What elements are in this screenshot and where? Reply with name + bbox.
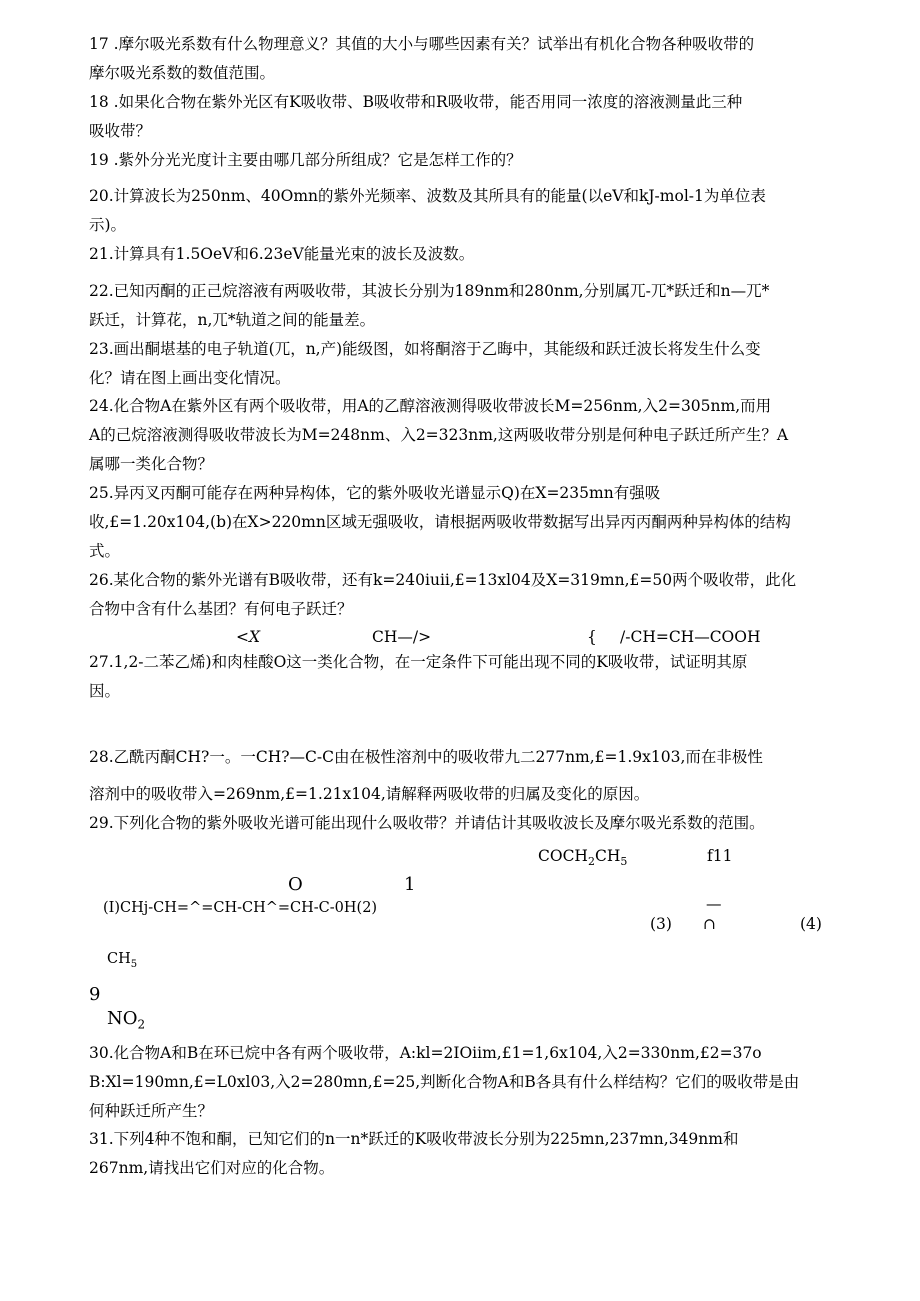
- question-21: 21.计算具有1.5OeV和6.23eV能量光束的波长及波数。: [89, 245, 475, 263]
- carbonyl-o-label: O: [288, 874, 303, 895]
- compound-chain-formula: (I)CHj-CH=^=CH-CH^=CH-C-0H(2): [103, 900, 378, 916]
- bond-dash: —: [706, 895, 722, 913]
- question-20-line-1: 20.计算波长为250nm、40Omn的紫外光频率、波数及其所具有的能量(以eV和kJ-mol-1为单位表: [89, 187, 766, 205]
- question-22-line-1: 22.已知丙酮的正己烷溶液有两吸收带，其波长分别为189nm和280nm,分别属兀-兀*跃迁和n—兀*: [89, 282, 770, 300]
- question-26-line-1: 26.某化合物的紫外光谱有B吸收带，还有k=240iuii,£=13xl04及X=319mn,£=50两个吸收带，此化: [89, 571, 797, 589]
- stilbene-fragment: <X: [236, 628, 261, 646]
- question-31-line-2: 267nm,请找出它们对应的化合物。: [89, 1159, 335, 1177]
- question-24-line-1: 24.化合物A在紫外区有两个吸收带，用A的乙醇溶液测得吸收带波长M=256nm,入2=305nm,而用: [89, 397, 772, 415]
- brace-fragment: {: [587, 628, 597, 646]
- coch2ch5-label: $COCH_2CH_5$: [538, 847, 628, 869]
- question-28-line-2: 溶剂中的吸收带入=269nm,£=1.21x104,请解释两吸收带的归属及变化的原因。: [89, 785, 650, 803]
- number-one-label: 1: [404, 874, 416, 895]
- question-27-line-1: 27.1,2-二苯乙烯)和肉桂酸O这一类化合物，在一定条件下可能出现不同的K吸收带，试证明其原: [89, 653, 748, 671]
- question-23-line-1: 23.画出酮堪基的电子轨道(兀，n,产)能级图，如将酮溶于乙晦中，其能级和跃迁波长将发生什么变: [89, 340, 761, 358]
- question-27-line-2: 因。: [89, 682, 121, 700]
- question-28-line-1: 28.乙酰丙酮CH?一。一CH?—C-C由在极性溶剂中的吸收带九二277nm,£=1.9x103,而在非极性: [89, 748, 763, 766]
- question-20-line-2: 示)。: [89, 216, 127, 234]
- f11-label: f11: [707, 847, 733, 865]
- ring-cap-symbol: ∩: [703, 915, 716, 933]
- question-24-line-2: A的己烷溶液测得吸收带波长为M=248nm、入2=323nm,这两吸收带分别是何种电子跃迁所产生？A: [89, 426, 789, 444]
- question-29: 29.下列化合物的紫外吸收光谱可能出现什么吸收带？并请估计其吸收波长及摩尔吸光系数的范围。: [89, 814, 765, 832]
- question-25-line-3: 式。: [89, 542, 121, 560]
- question-25-line-2: 收,£=1.20x104,(b)在X>220mn区域无强吸收，请根据两吸收带数据写出异丙丙酮两种异构体的结构: [89, 513, 791, 531]
- no2-label: $NO_2$: [107, 1008, 146, 1032]
- question-31-line-1: 31.下列4种不饱和酮，已知它们的n一n*跃迁的K吸收带波长分别为225mn,237mn,349nm和: [89, 1130, 739, 1148]
- question-18-line-1: 18 .如果化合物在紫外光区有K吸收带、B吸收带和R吸收带，能否用同一浓度的溶液测量此三种: [89, 93, 743, 111]
- question-18-line-2: 吸收带？: [89, 122, 152, 140]
- question-24-line-3: 属哪一类化合物？: [89, 455, 214, 473]
- compound-label-3: (3): [650, 915, 672, 933]
- question-17-line-1: 17 .摩尔吸光系数有什么物理意义？其值的大小与哪些因素有关？试举出有机化合物各种吸收带的: [89, 35, 755, 53]
- number-nine-label: 9: [89, 984, 101, 1005]
- question-22-line-2: 跃迁，计算花，n,兀*轨道之间的能量差。: [89, 311, 376, 329]
- question-25-line-1: 25.异丙叉丙酮可能存在两种异构体，它的紫外吸收光谱显示Q)在X=235mn有强吸: [89, 484, 661, 502]
- question-17-line-2: 摩尔吸光系数的数值范围。: [89, 64, 276, 82]
- compound-label-4: (4): [800, 915, 822, 933]
- question-23-line-2: 化？请在图上画出变化情况。: [89, 369, 291, 387]
- cinnamic-acid-fragment: /-CH=CH—COOH: [620, 628, 761, 646]
- question-30-line-3: 何种跃迁所产生？: [89, 1102, 214, 1120]
- question-19: 19 .紫外分光光度计主要由哪几部分所组成？它是怎样工作的？: [89, 151, 522, 169]
- question-30-line-1: 30.化合物A和B在环已烷中各有两个吸收带，A:kl=2IOiim,£1=1,6x104,入2=330nm,£2=37o: [89, 1044, 762, 1062]
- question-26-line-2: 合物中含有什么基团？有何电子跃迁？: [89, 600, 353, 618]
- question-30-line-2: B:Xl=190mn,£=L0xl03,入2=280mn,£=25,判断化合物A和B各具有什么样结构？它们的吸收带是由: [89, 1073, 800, 1091]
- ch5-label: $CH_5$: [107, 951, 138, 970]
- ch-bond-fragment: CH—/>: [372, 628, 432, 646]
